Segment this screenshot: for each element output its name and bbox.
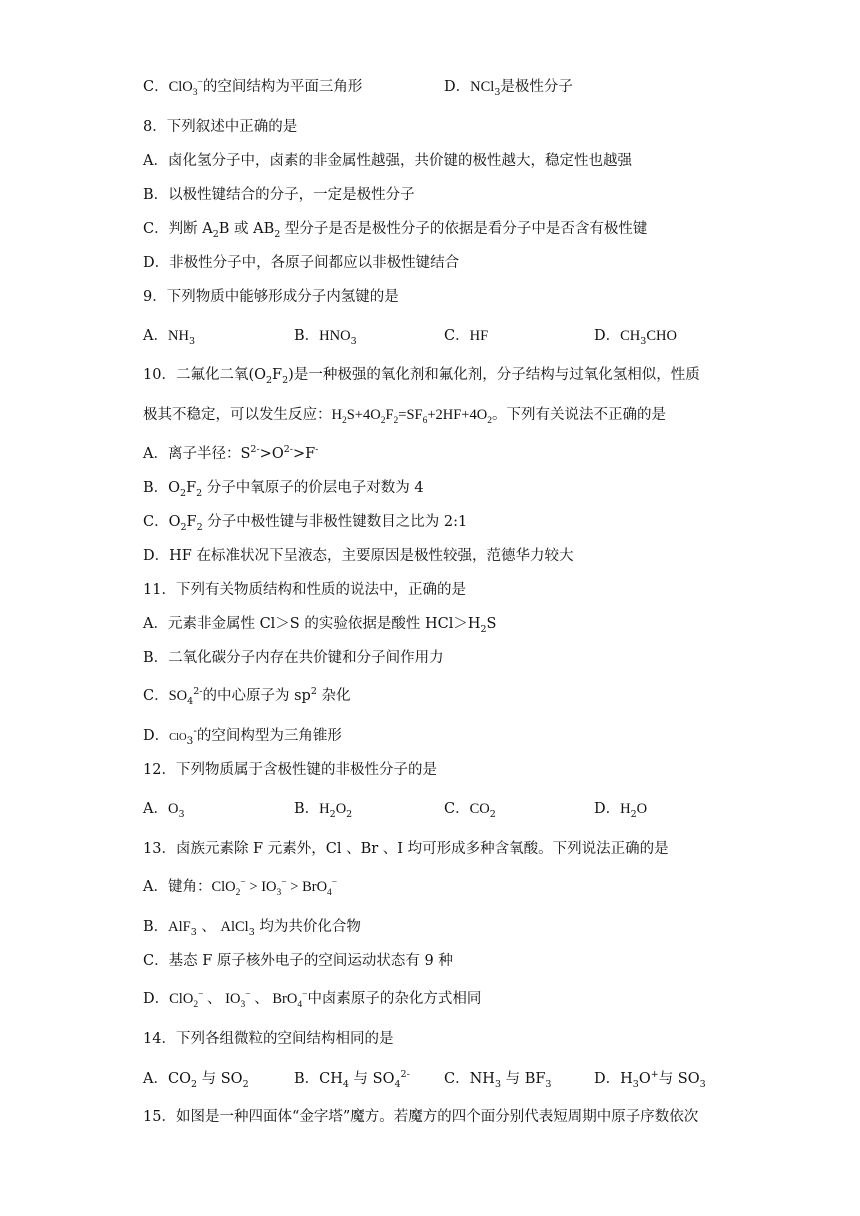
subscript: 2 bbox=[480, 623, 487, 635]
subscript: 2 bbox=[487, 415, 492, 426]
text: 分子中极性键与非极性键数目之比为 2:1 bbox=[202, 514, 468, 530]
text: F bbox=[186, 514, 197, 530]
q13-option-b bbox=[143, 916, 361, 938]
subscript: 3 bbox=[188, 335, 195, 347]
subscript: 2 bbox=[242, 1078, 249, 1090]
q12-option-a bbox=[143, 798, 185, 820]
superscript: - bbox=[193, 725, 197, 738]
text: =SF bbox=[398, 407, 423, 423]
text: 与 SO bbox=[197, 1071, 243, 1087]
formula-text: O bbox=[335, 801, 347, 817]
option-label: B． bbox=[294, 328, 320, 344]
option-label: A． bbox=[143, 801, 168, 817]
subscript: 2 bbox=[380, 415, 386, 426]
subscript: 2 bbox=[282, 374, 289, 386]
q7-option-d bbox=[444, 76, 573, 98]
text: 与 SO bbox=[658, 1071, 700, 1087]
q10-option-d: D．HF 在标准状况下呈液态，主要原因是极性较强，范德华力较大 bbox=[143, 548, 574, 564]
option-label: B． bbox=[294, 801, 320, 817]
text: 。下列有关说法不正确的是 bbox=[491, 407, 666, 423]
subscript: 3 bbox=[240, 999, 246, 1010]
text: 、 bbox=[250, 991, 273, 1007]
q9-option-a bbox=[143, 325, 195, 347]
text: )是一种极强的氧化剂和氟化剂，分子结构与过氧化氢相似，性质 bbox=[288, 367, 700, 383]
subscript: 2 bbox=[193, 999, 199, 1010]
option-label: C． bbox=[444, 328, 470, 344]
superscript: − bbox=[240, 878, 246, 889]
subscript: 3 bbox=[276, 887, 282, 898]
q14-option-d bbox=[594, 1068, 706, 1090]
text: 与 BF bbox=[500, 1071, 546, 1087]
q14-option-a bbox=[143, 1068, 249, 1090]
q9-option-c bbox=[444, 325, 488, 347]
q15-stem: 15．如图是一种四面体“金字塔”魔方。若魔方的四个面分别代表短周期中原子序数依次 bbox=[143, 1109, 699, 1125]
q8-stem: 8．下列叙述中正确的是 bbox=[143, 119, 298, 135]
text: F bbox=[272, 367, 283, 383]
text: F bbox=[186, 480, 197, 496]
q8-option-a: A．卤化氢分子中，卤素的非金属性越强，共价键的极性越大，稳定性也越强 bbox=[143, 153, 632, 169]
formula-text: BrO bbox=[302, 879, 328, 895]
formula-text: CHO bbox=[646, 328, 677, 344]
subscript: 3 bbox=[178, 808, 185, 820]
option-label: D． bbox=[143, 728, 170, 744]
q10-stem-line2 bbox=[143, 404, 666, 426]
q10-option-b bbox=[143, 477, 424, 499]
text: D．H bbox=[594, 1071, 633, 1087]
superscript: 2- bbox=[283, 444, 293, 456]
text: S+4O bbox=[346, 407, 381, 423]
q11-option-b: B．二氧化碳分子内存在共价键和分子间作用力 bbox=[143, 650, 444, 666]
text: A．元素非金属性 Cl＞S 的实验依据是酸性 HCl＞H bbox=[143, 616, 481, 632]
q12-option-c bbox=[444, 798, 496, 820]
option-label: D． bbox=[444, 79, 471, 95]
text: >O bbox=[259, 446, 284, 462]
text: 的空间构型为三角锥形 bbox=[196, 728, 342, 744]
formula-text: SO bbox=[168, 688, 188, 704]
q10-option-a bbox=[143, 443, 318, 465]
subscript: 6 bbox=[422, 415, 428, 426]
q14-option-c bbox=[444, 1068, 551, 1090]
superscript: − bbox=[302, 990, 308, 1001]
text: 、 bbox=[196, 919, 221, 935]
q12-stem: 12．下列物质属于含极性键的非极性分子的是 bbox=[143, 762, 437, 778]
text: >F bbox=[292, 446, 316, 462]
text: B．O bbox=[143, 480, 181, 496]
option-label: C． bbox=[143, 688, 169, 704]
superscript: - bbox=[315, 444, 319, 456]
option-label: A．键角： bbox=[143, 879, 212, 895]
subscript: 2 bbox=[196, 521, 203, 533]
formula-text: AlF bbox=[168, 919, 191, 935]
superscript: − bbox=[245, 990, 251, 1001]
subscript: 3 bbox=[699, 1078, 706, 1090]
subscript: 3 bbox=[350, 335, 357, 347]
formula-text: ClO bbox=[211, 879, 236, 895]
formula-text: NH bbox=[167, 328, 189, 344]
text: 与 SO bbox=[348, 1071, 395, 1087]
subscript: 3 bbox=[494, 86, 501, 98]
text: C．NH bbox=[444, 1071, 495, 1087]
q11-option-d bbox=[143, 725, 342, 749]
q13-option-a bbox=[143, 876, 337, 898]
formula-text: ClO bbox=[169, 732, 187, 743]
formula-text: AlCl bbox=[220, 919, 249, 935]
text: 分子中氧原子的价层电子对数为 4 bbox=[202, 480, 424, 496]
q10-option-c bbox=[143, 511, 467, 533]
text: B．CH bbox=[294, 1071, 343, 1087]
option-label: B． bbox=[143, 919, 169, 935]
formula-text: O bbox=[636, 801, 648, 817]
text: > bbox=[245, 879, 262, 895]
q11-stem: 11．下列有关物质结构和性质的说法中，正确的是 bbox=[143, 582, 466, 598]
formula-group bbox=[211, 878, 338, 898]
text: A．CO bbox=[143, 1071, 191, 1087]
subscript: 4 bbox=[187, 695, 194, 707]
text: 10．二氟化二氧(O bbox=[143, 367, 266, 383]
formula-text: ClO bbox=[169, 991, 194, 1007]
text: 型分子是否是极性分子的依据是看分子中是否含有极性键 bbox=[280, 221, 648, 237]
q10-stem-line1 bbox=[143, 364, 700, 386]
subscript: 3 bbox=[494, 1078, 501, 1090]
text: 均为共价化合物 bbox=[254, 919, 361, 935]
subscript: 2 bbox=[274, 228, 281, 240]
formula-text: IO bbox=[225, 991, 241, 1007]
q13-stem: 13．卤族元素除 F 元素外，Cl 、Br 、I 均可形成多种含氧酸。下列说法正确的是 bbox=[143, 841, 669, 857]
subscript: 4 bbox=[327, 887, 332, 898]
option-label: D． bbox=[594, 801, 621, 817]
q9-option-d bbox=[594, 325, 677, 347]
subscript: 2 bbox=[180, 521, 187, 533]
subscript: 2 bbox=[393, 415, 399, 426]
superscript: − bbox=[331, 878, 338, 889]
text: 中卤素原子的杂化方式相同 bbox=[307, 991, 482, 1007]
text: 杂化 bbox=[316, 688, 351, 704]
formula-text: HNO bbox=[319, 328, 351, 344]
formula-text: O bbox=[167, 801, 179, 817]
subscript: 2 bbox=[329, 808, 336, 820]
subscript: 3 bbox=[192, 87, 198, 98]
text: O bbox=[638, 1071, 651, 1087]
superscript: 2- bbox=[193, 686, 203, 698]
superscript: − bbox=[281, 878, 287, 889]
text: H bbox=[331, 407, 342, 423]
q14-stem: 14．下列各组微粒的空间结构相同的是 bbox=[143, 1031, 394, 1047]
formula-text: H bbox=[620, 801, 631, 817]
subscript: 2 bbox=[346, 808, 353, 820]
formula-text: ClO bbox=[168, 79, 193, 95]
subscript: 3 bbox=[186, 734, 194, 747]
q8-option-b: B．以极性键结合的分子，一定是极性分子 bbox=[143, 187, 415, 203]
superscript: − bbox=[198, 990, 204, 1001]
superscript: 2- bbox=[400, 1069, 410, 1081]
subscript: 4 bbox=[297, 999, 303, 1010]
subscript: 2 bbox=[196, 487, 203, 499]
subscript: 3 bbox=[632, 1078, 639, 1090]
reaction-equation bbox=[331, 407, 492, 426]
subscript: 3 bbox=[248, 926, 255, 938]
text: F bbox=[385, 407, 394, 423]
q13-option-c: C．基态 F 原子核外电子的空间运动状态有 9 种 bbox=[143, 953, 453, 969]
q8-option-d: D．非极性分子中，各原子间都应以非极性键结合 bbox=[143, 255, 460, 271]
q14-option-b bbox=[294, 1068, 410, 1090]
text: C．判断 A bbox=[143, 221, 213, 237]
option-label: A． bbox=[143, 328, 168, 344]
formula-text: NCl bbox=[470, 79, 495, 95]
option-label: C． bbox=[143, 79, 169, 95]
subscript: 3 bbox=[190, 926, 197, 938]
formula-group bbox=[169, 990, 308, 1010]
q9-option-b bbox=[294, 325, 357, 347]
text: S bbox=[486, 616, 497, 632]
q8-option-c bbox=[143, 218, 647, 240]
superscript: 2 bbox=[310, 686, 317, 698]
text: > bbox=[286, 879, 303, 895]
superscript: + bbox=[650, 1069, 659, 1081]
text: B 或 AB bbox=[218, 221, 275, 237]
subscript: 2 bbox=[489, 808, 496, 820]
subscript: 3 bbox=[640, 335, 647, 347]
q9-stem: 9．下列物质中能够形成分子内氢键的是 bbox=[143, 289, 399, 305]
subscript: 2 bbox=[235, 887, 241, 898]
option-label: D． bbox=[594, 328, 621, 344]
text: 极其不稳定，可以发生反应： bbox=[143, 407, 332, 423]
superscript: 2- bbox=[250, 444, 260, 456]
subscript: 4 bbox=[394, 1078, 401, 1090]
q12-option-b bbox=[294, 798, 352, 820]
option-label: C． bbox=[444, 801, 470, 817]
formula bbox=[168, 78, 203, 98]
q12-option-d bbox=[594, 798, 647, 820]
formula-text: IO bbox=[261, 879, 277, 895]
q7-option-c bbox=[143, 76, 362, 98]
subscript: 3 bbox=[545, 1078, 552, 1090]
option-label: D． bbox=[143, 991, 170, 1007]
text: A．离子半径：S bbox=[143, 446, 251, 462]
subscript: 4 bbox=[342, 1078, 349, 1090]
formula-text: CH bbox=[620, 328, 641, 344]
formula-text: BrO bbox=[272, 991, 298, 1007]
subscript: 2 bbox=[341, 415, 347, 426]
q11-option-a bbox=[143, 613, 496, 635]
subscript: 2 bbox=[190, 1078, 198, 1090]
option-text: 的空间结构为平面三角形 bbox=[202, 79, 363, 95]
q13-option-d bbox=[143, 988, 481, 1010]
subscript: 2 bbox=[180, 487, 187, 499]
formula-text: H bbox=[319, 801, 330, 817]
text: 、 bbox=[203, 991, 226, 1007]
superscript: − bbox=[197, 78, 203, 89]
text: 的中心原子为 sp bbox=[202, 688, 311, 704]
text: +2HF+4O bbox=[427, 407, 488, 423]
formula-text: HF bbox=[469, 328, 489, 344]
subscript: 2 bbox=[630, 808, 637, 820]
q11-option-c bbox=[143, 685, 350, 707]
option-text: 是极性分子 bbox=[500, 79, 573, 95]
text: C．O bbox=[143, 514, 181, 530]
subscript: 2 bbox=[266, 374, 273, 386]
formula-text: CO bbox=[469, 801, 490, 817]
subscript: 2 bbox=[212, 228, 219, 240]
